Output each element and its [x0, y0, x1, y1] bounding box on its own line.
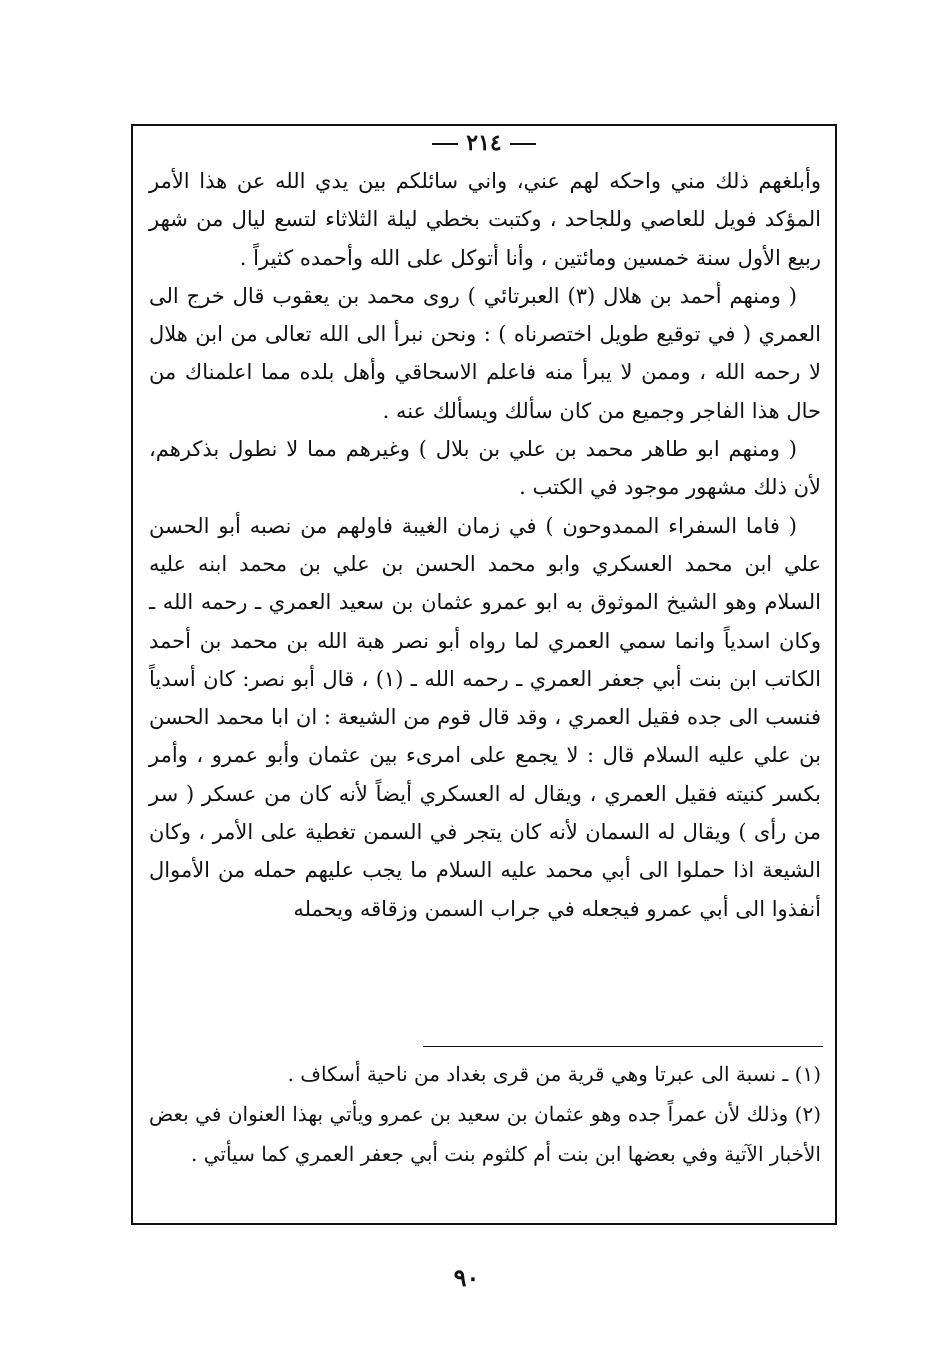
- header-dash-right: [510, 143, 536, 145]
- footer-page-number: ٩٠: [453, 1263, 480, 1292]
- header-dash-left: [432, 143, 458, 145]
- paragraph: وأبلغهم ذلك مني واحكه لهم عني، واني سائلكم بين يدي الله عن هذا الأمر المؤكد فويل للعاصي وللجاحد ، وكتبت بخطي ليلة الثلاثاء لتسع ليال من شهر ربيع الأول سنة خمسين ومائتين ، وأنا أتوكل على الله وأحمده كثيراً .: [149, 169, 821, 270]
- main-text: [149, 162, 821, 928]
- page-header: [133, 126, 835, 160]
- paragraph: ( ومنهم ابو طاهر محمد بن علي بن بلال ) وغيرهم مما لا نطول بذكرهم، لأن ذلك مشهور موجود في الكتب .: [149, 437, 821, 500]
- footnote-divider: [423, 1046, 823, 1047]
- footnotes: [149, 1054, 821, 1174]
- paragraph: ( فاما السفراء الممدوحون ) في زمان الغيبة فاولهم من نصبه أبو الحسن علي ابن محمد العسكري وابو محمد الحسن بن علي بن محمد ابنه عليه السلام وهو الشيخ الموثوق به ابو عمرو عثمان بن سعيد العمري ـ رحمه الله ـ وكان اسدياً وانما سمي العمري لما رواه أبو نصر هبة الله بن محمد بن أحمد الكاتب ابن بنت أبي جعفر العمري ـ رحمه الله ـ (١) ، قال أبو نصر: كان أسدياً فنسب الى جده فقيل العمري ، وقد قال قوم من الشيعة : ان ابا محمد الحسن بن علي عليه السلام قال : لا يجمع على امرىء بين عثمان وأبو عمرو ، وأمر بكسر كنيته فقيل العمري ، ويقال له العسكري أيضاً لأنه كان من عسكر ( سر من رأى ) ويقال له السمان لأنه كان يتجر في السمن تغطية على الأمر ، وكان الشيعة اذا حملوا الى أبي محمد عليه السلام ما يجب عليهم حمله من الأموال أنفذوا الى أبي عمرو فيجعله في جراب السمن وزقاقه ويحمله: [149, 513, 821, 921]
- header-page-number: ٢١٤: [466, 130, 502, 156]
- footnote: (٢) وذلك لأن عمراً جده وهو عثمان بن سعيد بن عمرو ويأتي بهذا العنوان في بعض الأخبار الآتية وفي بعضها ابن بنت أم كلثوم بنت أبي جعفر العمري كما سيأتي .: [149, 1102, 821, 1166]
- page-frame: [131, 124, 837, 1225]
- footnote: (١) ـ نسبة الى عبرتا وهي قرية من قرى بغداد من ناحية أسكاف .: [287, 1062, 821, 1086]
- paragraph: ( ومنهم أحمد بن هلال (٣) العبرتائي ) روى محمد بن يعقوب قال خرج الى العمري ( في توقيع طويل اختصرناه ) : ونحن نبرأ الى الله تعالى من ابن هلال لا رحمه الله ، وممن لا يبرأ منه فاعلم الاسحاقي وأهل بلده مما اعلمناك من حال هذا الفاجر وجميع من كان سألك ويسألك عنه .: [149, 283, 821, 423]
